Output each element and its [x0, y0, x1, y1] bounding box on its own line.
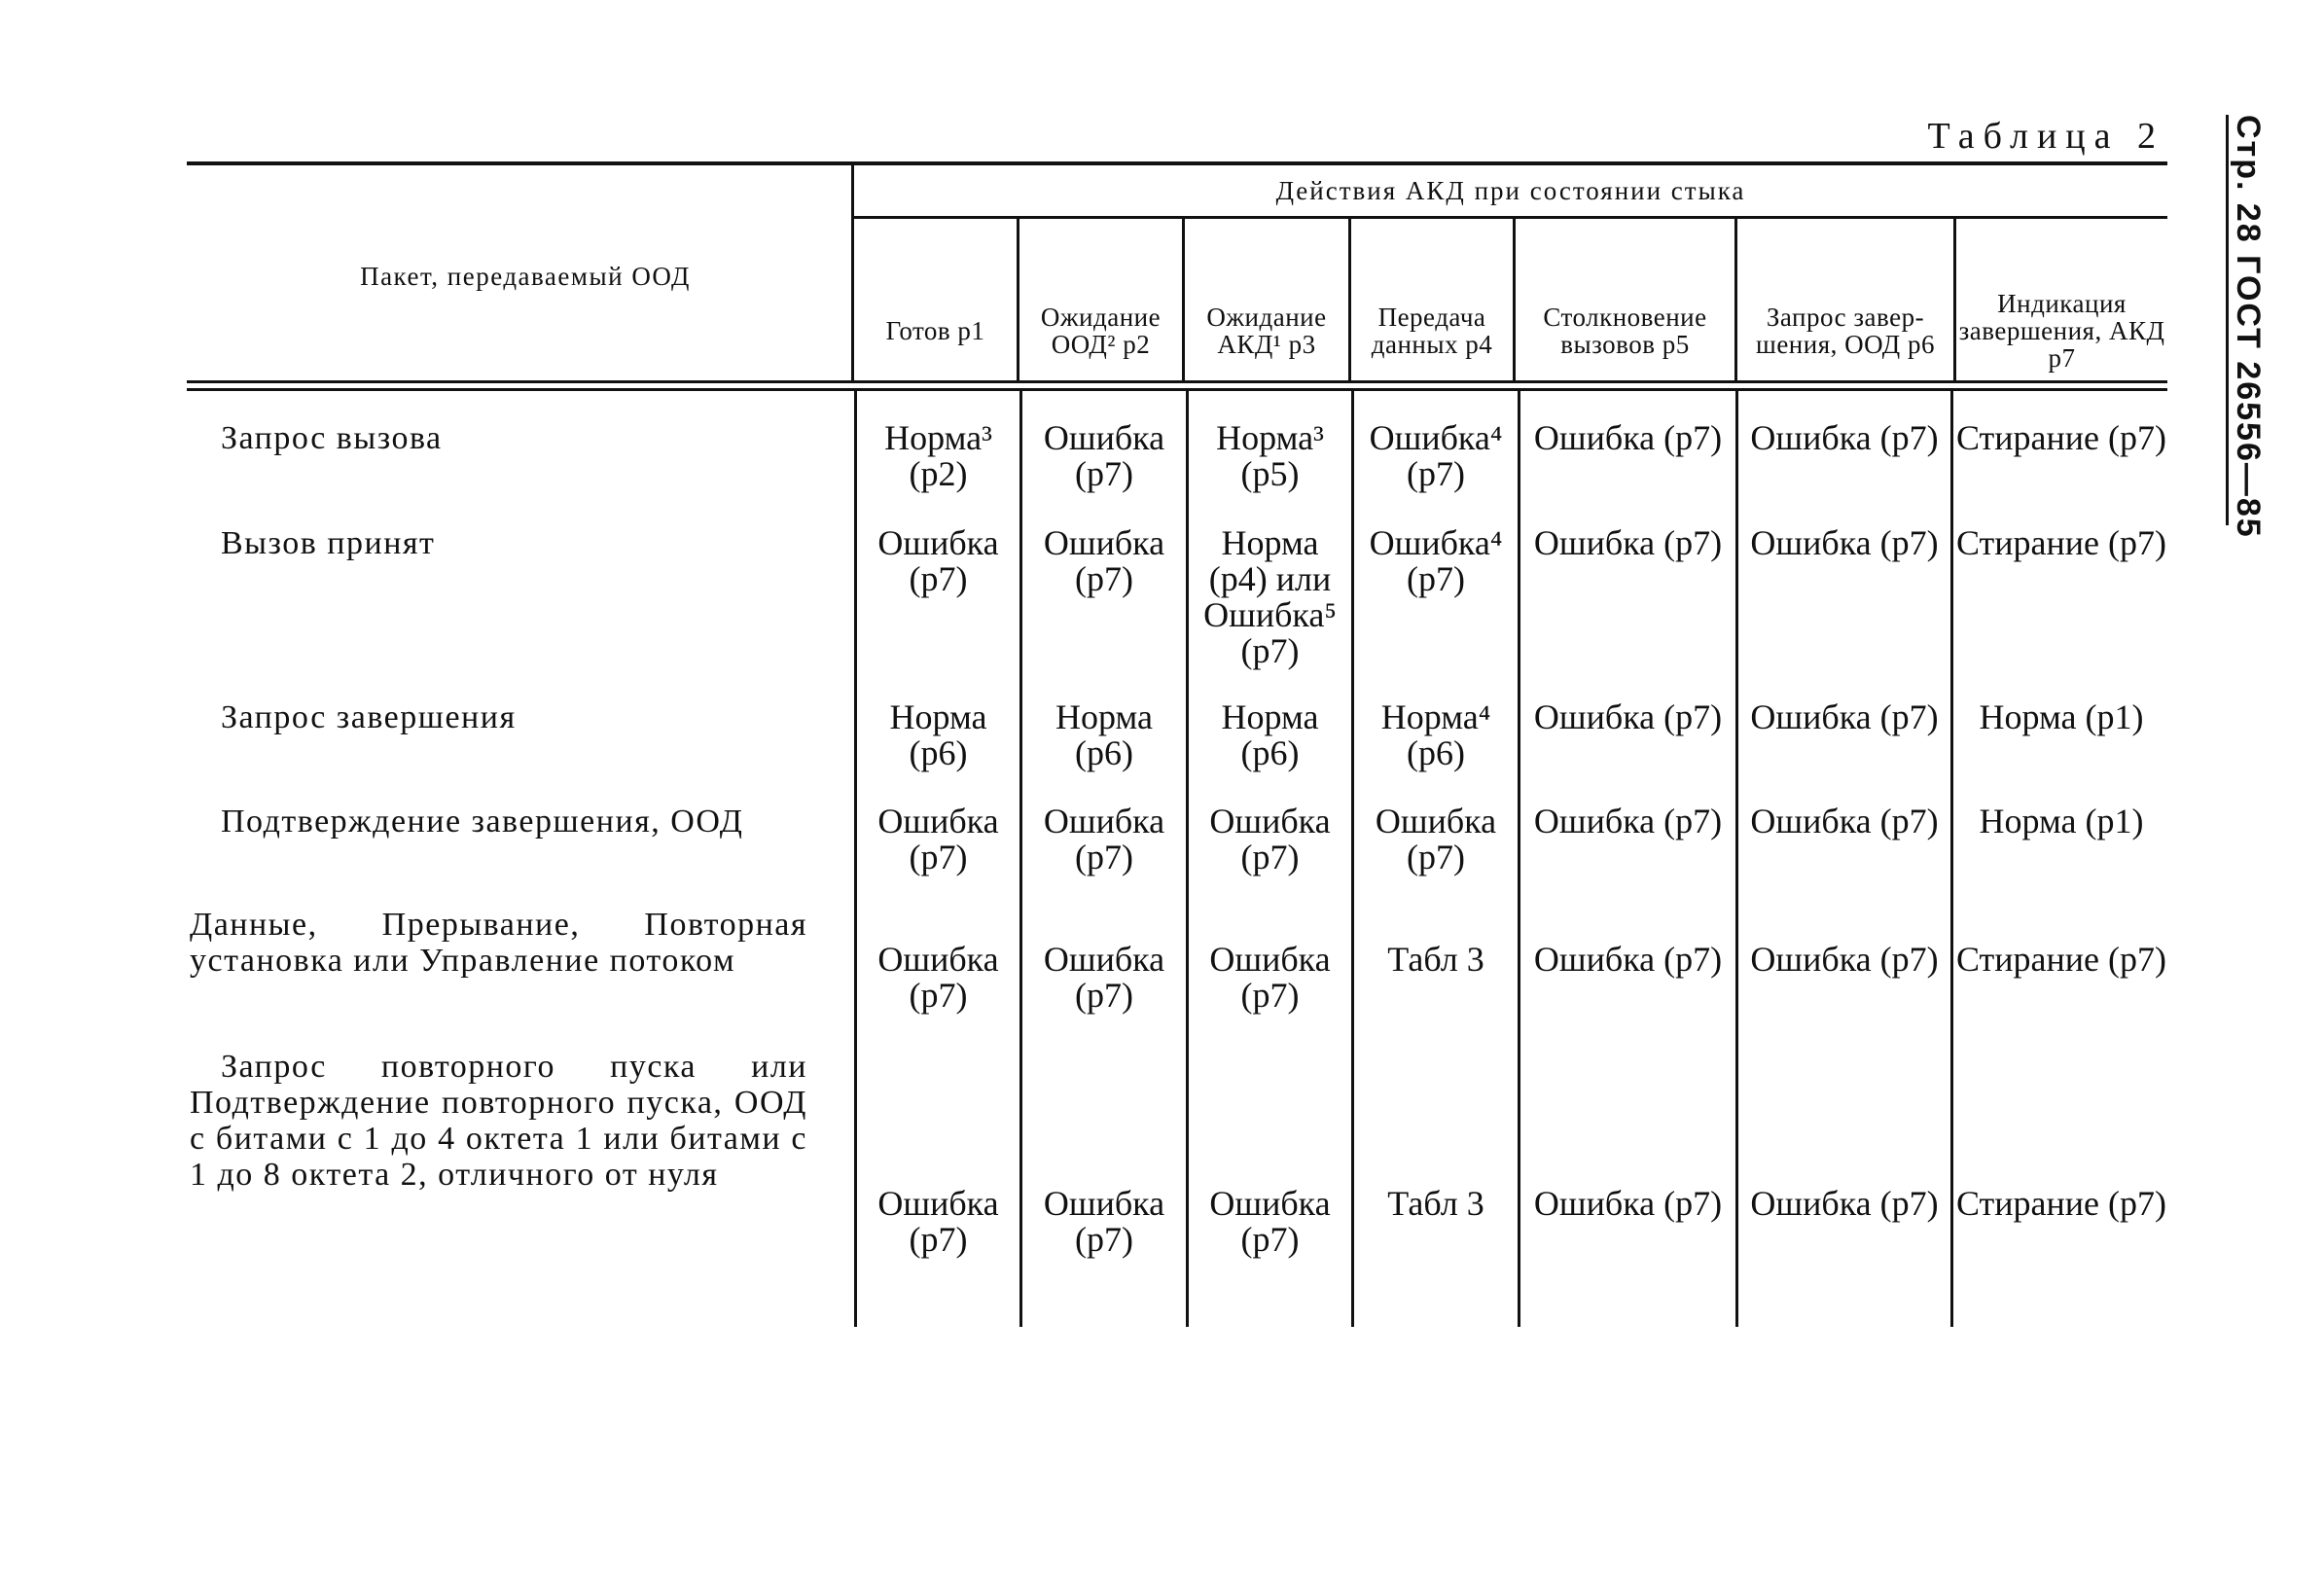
row-label: Данные, Прерывание, Повторная установка или Управление потоком	[190, 907, 807, 979]
side-header	[2216, 115, 2274, 539]
table-cell: Норма⁴ (р6)	[1380, 697, 1491, 772]
state-header-label: Столкновение вызовов р5	[1543, 303, 1707, 359]
table-cell: Ошибка⁴ (р7)	[1369, 523, 1503, 598]
table-cell: Ошибка (р7)	[1533, 697, 1723, 736]
table-cell: Ошибка (р7)	[1750, 523, 1939, 562]
state-header-label: Запрос завер-шения, ООД р6	[1756, 303, 1935, 359]
table-cell: Ошибка (р7)	[1533, 802, 1723, 840]
table-cell: Норма (р6)	[889, 697, 987, 772]
group-header-rule	[854, 216, 2167, 219]
state-header-p3	[1185, 277, 1348, 384]
state-header-p6	[1737, 277, 1953, 384]
first-column-header: Пакет, передаваемый ООД	[360, 262, 691, 291]
table-cell: Ошибка (р7)	[877, 940, 999, 1015]
table-cell: Ошибка (р7)	[1375, 802, 1497, 876]
table-cell: Ошибка (р7)	[877, 802, 999, 876]
table-cell: Ошибка (р7)	[877, 1184, 999, 1259]
table-cell: Стирание (р7)	[1956, 523, 2166, 562]
state-header-p5	[1516, 277, 1734, 384]
table-cell: Ошибка (р7)	[1043, 940, 1165, 1015]
header-double-rule-lower	[187, 388, 2167, 391]
table-cell: Ошибка (р7)	[1533, 523, 1723, 562]
table-cell: Табл 3	[1387, 940, 1484, 979]
table-cell: Ошибка (р7)	[1043, 802, 1165, 876]
table-cell: Ошибка (р7)	[1750, 802, 1939, 840]
table-cell: Ошибка (р7)	[1533, 940, 1723, 979]
table-cell: Норма³ (р5)	[1216, 418, 1324, 493]
table-cell: Ошибка (р7)	[1043, 523, 1165, 598]
row-label: Запрос повторного пуска или Подтверждение повторного пуска, ООД с битами с 1 до 4 октета 1 или битами с 1 до 8 октета 2, отличного от нуля	[190, 1049, 807, 1193]
table-cell: Табл 3	[1387, 1184, 1484, 1223]
state-header-label: Передача данных р4	[1371, 303, 1493, 359]
row-label: Запрос вызова	[221, 420, 443, 456]
state-header-label: Готов р1	[885, 316, 985, 345]
table-cell: Ошибка (р7)	[1209, 940, 1331, 1015]
table-cell: Ошибка (р7)	[1209, 802, 1331, 876]
table-cell: Ошибка (р7)	[1750, 1184, 1939, 1223]
table-cell: Норма (р1)	[1979, 802, 2144, 840]
table-top-rule	[187, 161, 2167, 165]
table-cell: Норма (р6)	[1055, 697, 1153, 772]
table-cell: Стирание (р7)	[1956, 940, 2166, 979]
table-cell: Ошибка (р7)	[1533, 1184, 1723, 1223]
table-cell: Ошибка (р7)	[877, 523, 999, 598]
state-header-label: Ожидание АКД¹ р3	[1206, 303, 1327, 359]
table-cell: Норма (р6)	[1221, 697, 1319, 772]
state-header-p4	[1351, 277, 1513, 384]
table-cell: Стирание (р7)	[1956, 1184, 2166, 1223]
state-header-p1	[854, 277, 1017, 384]
table-cell: Норма (р1)	[1979, 697, 2144, 736]
table-cell: Норма³ (р2)	[884, 418, 992, 493]
row-label: Запрос завершения	[221, 699, 517, 735]
table-cell: Ошибка (р7)	[1043, 418, 1165, 493]
row-label: Подтверждение завершения, ООД	[221, 804, 744, 840]
state-header-label: Индикация завершения, АКД р7	[1958, 289, 2165, 373]
table-cell: Ошибка (р7)	[1750, 940, 1939, 979]
table-cell: Стирание (р7)	[1956, 418, 2166, 457]
table-cell: Норма (р4) или Ошибка⁵ (р7)	[1203, 523, 1337, 670]
table-cell: Ошибка (р7)	[1533, 418, 1723, 457]
state-header-label: Ожидание ООД² р2	[1040, 303, 1162, 359]
side-header-text: Стр. 28 ГОСТ 26556—85	[2230, 115, 2267, 539]
table-cell: Ошибка (р7)	[1750, 697, 1939, 736]
table-cell: Ошибка (р7)	[1750, 418, 1939, 457]
state-header-p7	[1956, 277, 2167, 384]
group-header: Действия АКД при состоянии стыка	[1275, 176, 1746, 205]
table-cell: Ошибка (р7)	[1209, 1184, 1331, 1259]
row-label: Вызов принят	[221, 525, 436, 561]
table-caption: Таблица 2	[1927, 116, 2164, 157]
table-cell: Ошибка (р7)	[1043, 1184, 1165, 1259]
state-header-p2	[1019, 277, 1182, 384]
table-cell: Ошибка⁴ (р7)	[1369, 418, 1503, 493]
